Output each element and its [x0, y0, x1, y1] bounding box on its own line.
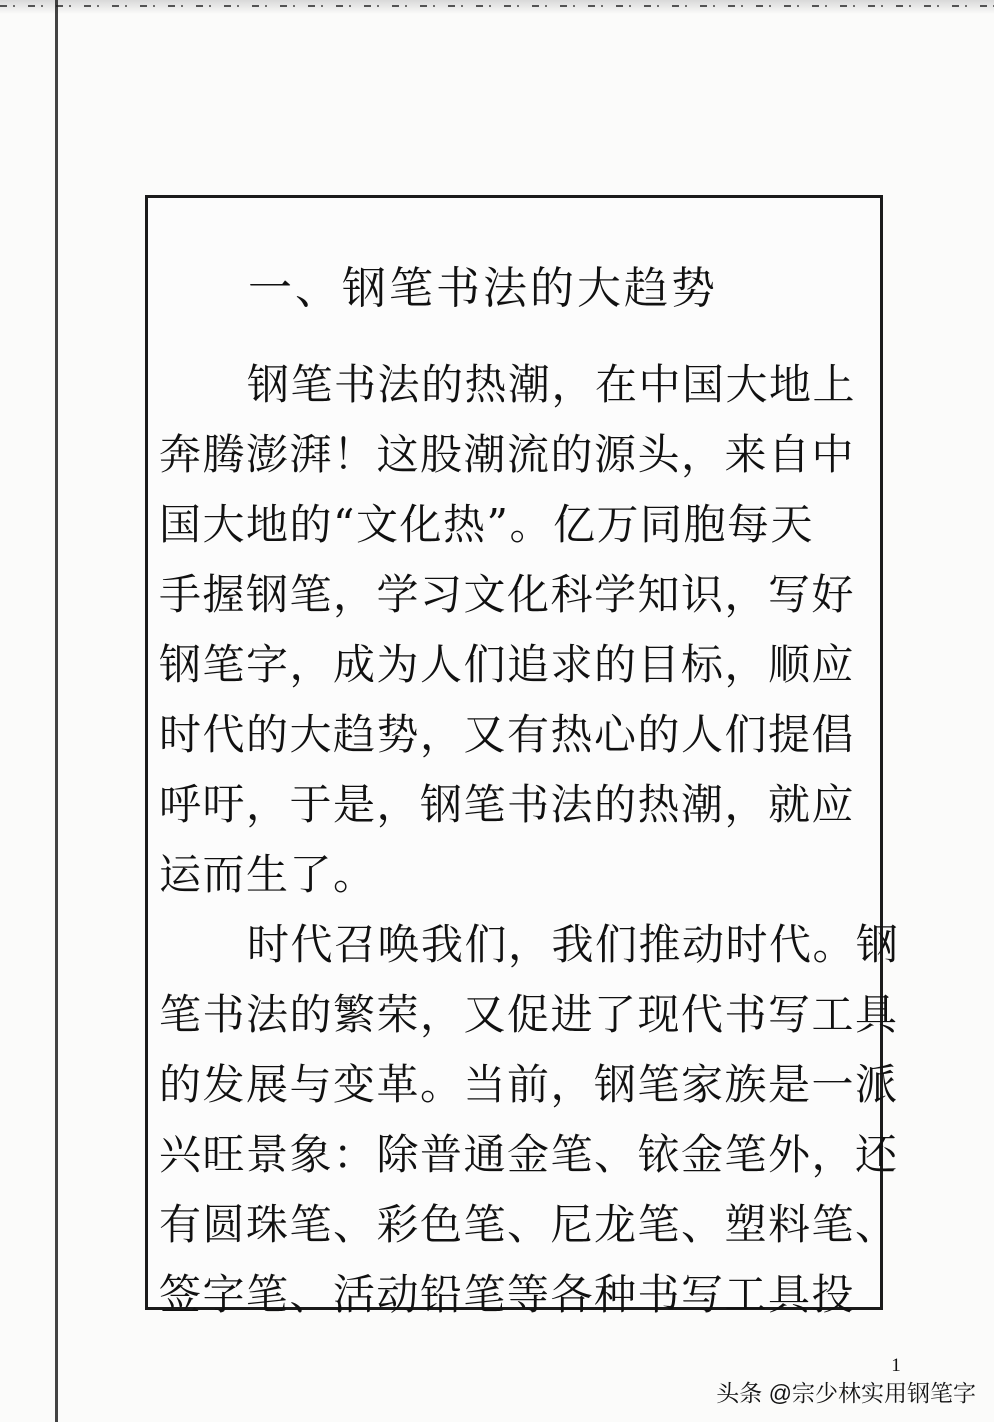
- text-line-12: 兴旺景象：除普通金笔、铱金笔外，还: [159, 1130, 899, 1179]
- text-line-11: 的发展与变革。当前，钢笔家族是一派: [159, 1060, 899, 1109]
- page-number: 1: [891, 1355, 901, 1376]
- text-line-10: 笔书法的繁荣，又促进了现代书写工具: [159, 990, 899, 1039]
- text-line-3: 国大地的“文化热”。亿万同胞每天: [159, 500, 814, 549]
- text-line-2: 奔腾澎湃！这股潮流的源头，来自中: [159, 430, 856, 479]
- text-line-5: 钢笔字，成为人们追求的目标，顺应: [159, 640, 856, 689]
- handwritten-body-text: [159, 350, 900, 1319]
- text-line-9: 时代召唤我们，我们推动时代。钢: [247, 920, 900, 969]
- left-margin-rule: [55, 0, 58, 1422]
- scan-top-edge: [0, 0, 994, 14]
- source-watermark: 头条 @宗少林实用钢笔字: [716, 1380, 976, 1406]
- text-line-4: 手握钢笔，学习文化科学知识，写好: [159, 570, 856, 619]
- text-line-8: 运而生了。: [159, 850, 377, 899]
- chapter-title: 一、钢笔书法的大趋势: [248, 263, 718, 314]
- text-line-6: 时代的大趋势，又有热心的人们提倡: [159, 710, 856, 759]
- text-line-7: 呼吁，于是，钢笔书法的热潮，就应: [159, 780, 856, 829]
- text-line-13: 有圆珠笔、彩色笔、尼龙笔、塑料笔、: [159, 1200, 899, 1249]
- text-line-1: 钢笔书法的热潮，在中国大地上: [247, 360, 857, 409]
- text-line-14: 签字笔、活动铅笔等各种书写工具投: [159, 1270, 856, 1319]
